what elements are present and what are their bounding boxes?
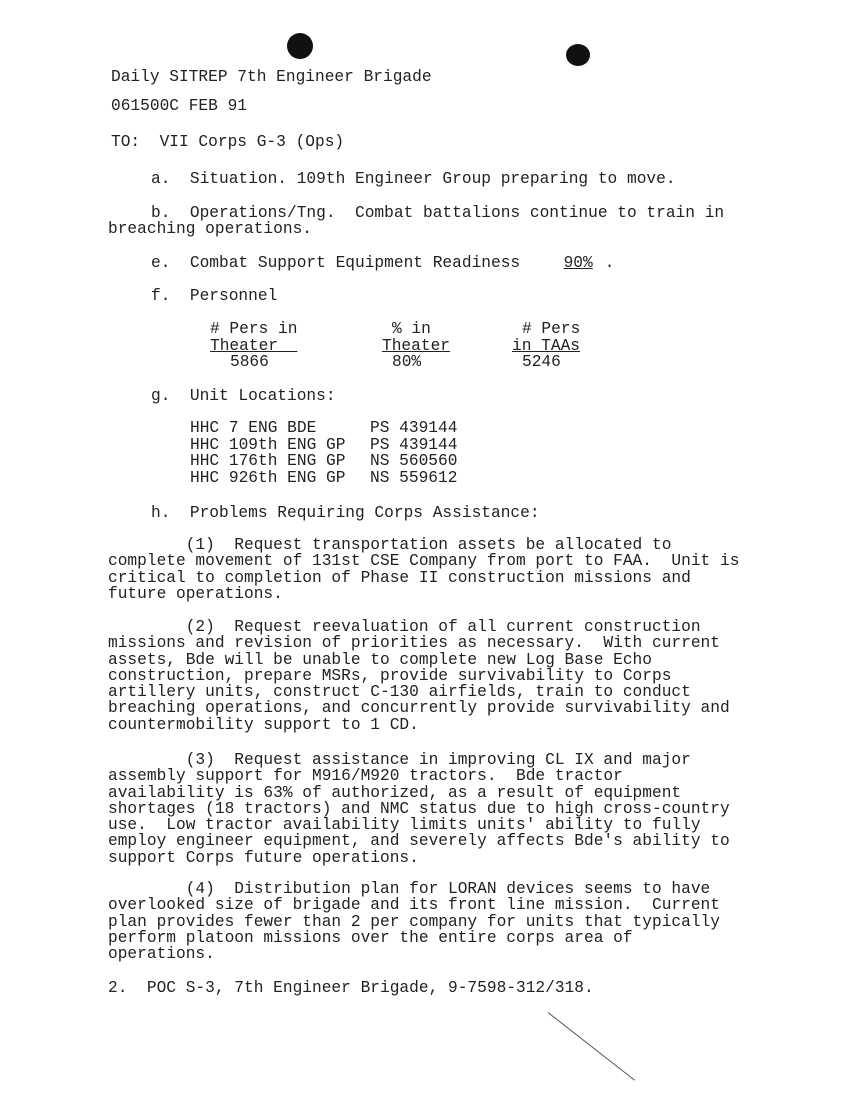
personnel-col-1-bottom: Theater [210,337,278,355]
section-b-line2: breaching operations. [108,220,312,238]
pen-stroke [548,1012,635,1081]
section-h: h. Problems Requiring Corps Assistance: [151,504,540,522]
document-title: Daily SITREP 7th Engineer Brigade [111,68,432,86]
location-unit: HHC 926th ENG GP [190,468,346,487]
punch-hole-mark [287,33,313,59]
location-grid: PS 439144 [370,435,458,454]
location-unit: HHC 109th ENG GP [190,435,346,454]
section-b-line1: b. Operations/Tng. Combat battalions continue to train in [151,204,725,222]
location-unit: HHC 7 ENG BDE [190,419,317,437]
location-grid: NS 559612 [370,468,458,487]
date-time-group: 061500C FEB 91 [111,97,247,115]
personnel-col-1-top: # Pers in [210,320,298,338]
section-e: e. Combat Support Equipment Readiness 90% . [151,254,615,272]
section-g: g. Unit Locations: [151,387,336,405]
section-f: f. Personnel [151,287,278,305]
location-unit: HHC 176th ENG GP [190,452,346,471]
point-of-contact: 2. POC S-3, 7th Engineer Brigade, 9-7598-312/318. [108,979,594,997]
personnel-col-3-value: 5246 [522,353,561,371]
personnel-col-2-bottom: Theater [382,337,450,355]
location-grid: NS 560560 [370,452,458,471]
personnel-col-3-bottom: in TAAs [512,337,580,355]
personnel-col-2-top: % in [392,320,431,338]
readiness-value: 90% [563,254,593,272]
problem-1: (1) Request transportation assets be allocated to complete movement of 131st CSE Company from port to FAA. Unit is critical to completion of Phase II construction missions and future operations. [108,536,740,603]
problem-3: (3) Request assistance in improving CL IX and major assembly support for M916/M920 tractors. Bde tractor availability is 63% of authorized, as a result of equipment shortages (18 tractors) and NMC status due to high cross-country use. Low tractor availability limits units' ability to fully employ engineer equipment, and severely affects Bde's ability to support Corps future operations. [108,751,730,867]
punch-hole-mark [566,44,590,66]
addressee: TO: VII Corps G-3 (Ops) [111,133,345,151]
problem-4: (4) Distribution plan for LORAN devices seems to have overlooked size of brigade and its front line mission. Current plan provides fewer than 2 per company for units that typically perform platoon missions over the entire corps area of operations. [108,880,720,964]
section-a: a. Situation. 109th Engineer Group preparing to move. [151,170,676,188]
personnel-col-3-top: # Pers [522,320,581,338]
personnel-col-2-value: 80% [392,353,422,371]
location-grid: PS 439144 [370,419,458,437]
section-e-label: e. Combat Support Equipment Readiness [151,254,521,272]
personnel-col-1-value: 5866 [230,353,269,371]
problem-2: (2) Request reevaluation of all current construction missions and revision of priorities as necessary. With current assets, Bde will be unable to complete new Log Base Echo construction, prepare MSRs, provide survivability to Corps artillery units, construct C-130 airfields, train to conduct breaching operations, and concurrently provide survivability and countermobility support to 1 CD. [108,618,730,734]
